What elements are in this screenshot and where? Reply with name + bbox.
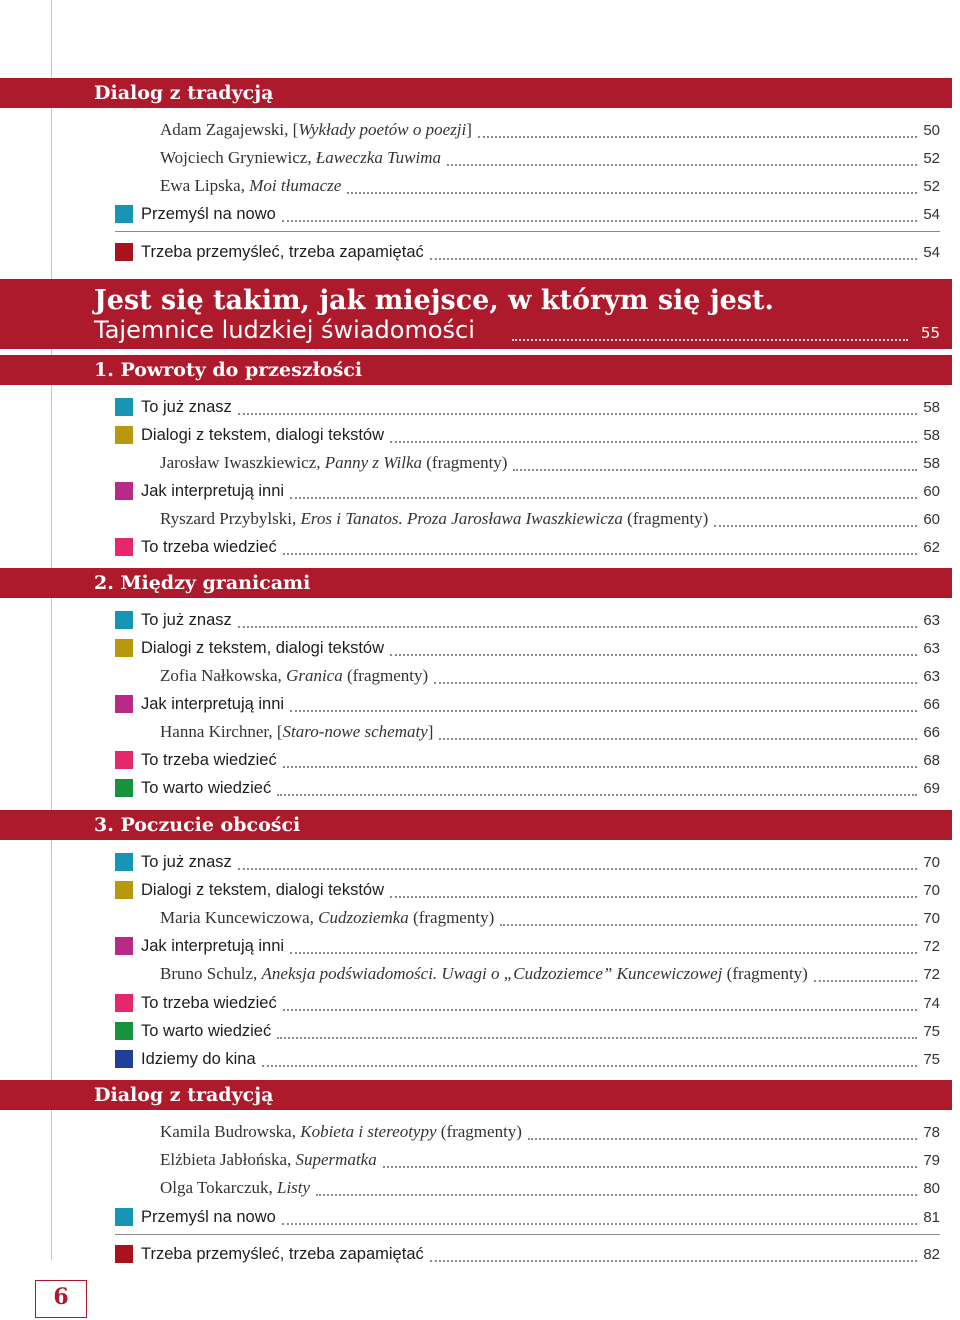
square-icon xyxy=(115,611,133,629)
exercise-label: To trzeba wiedzieć xyxy=(141,750,277,769)
square-icon xyxy=(115,994,133,1012)
exercise-label: To warto wiedzieć xyxy=(141,1021,272,1040)
toc-exercise[interactable] xyxy=(115,1242,940,1266)
exercise-label: Jak interpretują inni xyxy=(141,936,285,955)
page-number: 70 xyxy=(923,853,940,871)
leader-dots xyxy=(528,1124,917,1140)
entry-extra: (fragmenty) xyxy=(722,964,808,983)
toc-entry[interactable] xyxy=(160,664,940,688)
divider xyxy=(115,231,940,232)
exercise-label: To trzeba wiedzieć xyxy=(141,537,277,556)
page-number: 52 xyxy=(923,177,940,195)
page-number: 63 xyxy=(923,667,940,685)
exercise-label: To już znasz xyxy=(141,397,232,416)
entry-work: Staro-nowe schematy xyxy=(282,722,428,741)
section-title: Dialog z tradycją xyxy=(94,82,274,104)
entry-author: Kamila Budrowska, xyxy=(160,1122,301,1141)
entry-author: Adam Zagajewski, [ xyxy=(160,120,299,139)
page-number: 58 xyxy=(923,398,940,416)
leader-dots xyxy=(290,696,917,712)
entry-work: Supermatka xyxy=(295,1150,377,1169)
toc-entry[interactable] xyxy=(160,720,940,744)
entry-work: Panny z Wilka xyxy=(324,453,423,472)
page-number-label: 6 xyxy=(53,1284,69,1310)
square-icon xyxy=(115,243,133,261)
toc-exercise[interactable] xyxy=(115,991,940,1015)
exercise-label: Jak interpretują inni xyxy=(141,694,285,713)
leader-dots xyxy=(238,854,918,870)
page-number: 54 xyxy=(923,205,940,223)
leader-dots xyxy=(390,427,917,443)
square-icon xyxy=(115,1208,133,1226)
leader-dots xyxy=(814,966,917,982)
entry-work: Wykłady poetów o poezji xyxy=(298,120,467,139)
entry-work: Moi tłumacze xyxy=(249,176,342,195)
exercise-label: To już znasz xyxy=(141,610,232,629)
leader-dots xyxy=(430,244,918,260)
toc-exercise[interactable] xyxy=(115,240,940,264)
toc-entry[interactable] xyxy=(160,962,940,986)
section-title: Dialog z tradycją xyxy=(94,1084,274,1106)
toc-entry[interactable] xyxy=(160,146,940,170)
leader-dots xyxy=(390,882,917,898)
page-number: 62 xyxy=(923,538,940,556)
square-icon xyxy=(115,853,133,871)
entry-author: Zofia Nałkowska, xyxy=(160,666,287,685)
leader-dots xyxy=(439,724,917,740)
page-number: 72 xyxy=(923,965,940,983)
leader-dots xyxy=(434,668,917,684)
toc-entry[interactable] xyxy=(160,451,940,475)
page-number: 63 xyxy=(923,611,940,629)
leader-dots xyxy=(390,640,917,656)
toc-exercise[interactable] xyxy=(115,1205,940,1229)
page-number: 75 xyxy=(923,1022,940,1040)
exercise-label: Dialogi z tekstem, dialogi tekstów xyxy=(141,638,385,657)
toc-exercise[interactable] xyxy=(115,850,940,874)
toc-entry[interactable] xyxy=(160,1148,940,1172)
leader-dots xyxy=(430,1246,918,1262)
leader-dots xyxy=(283,752,918,768)
page-number: 80 xyxy=(923,1179,940,1197)
exercise-label: To warto wiedzieć xyxy=(141,778,272,797)
toc-entry[interactable] xyxy=(160,906,940,930)
page-number: 81 xyxy=(923,1208,940,1226)
entry-extra: (fragmenty) xyxy=(408,908,495,927)
entry-work: Ławeczka Tuwima xyxy=(315,148,441,167)
entry-extra: (fragmenty) xyxy=(436,1122,522,1141)
toc-exercise[interactable] xyxy=(115,748,940,772)
exercise-label: Jak interpretują inni xyxy=(141,481,285,500)
leader-dots xyxy=(262,1051,918,1067)
entry-author: Olga Tokarczuk, xyxy=(160,1178,277,1197)
square-icon xyxy=(115,751,133,769)
toc-exercise[interactable] xyxy=(115,479,940,503)
page-number: 60 xyxy=(923,510,940,528)
exercise-label: To trzeba wiedzieć xyxy=(141,993,277,1012)
leader-dots xyxy=(282,206,918,222)
section-title: 3. Poczucie obcości xyxy=(94,814,301,836)
section-band-2 xyxy=(0,568,952,598)
entry-author: Hanna Kirchner, [ xyxy=(160,722,283,741)
leader-dots xyxy=(277,1023,917,1039)
leader-dots xyxy=(447,150,917,166)
leader-dots xyxy=(512,329,908,341)
leader-dots xyxy=(500,910,917,926)
square-icon xyxy=(115,937,133,955)
leader-dots xyxy=(316,1180,917,1196)
leader-dots xyxy=(478,122,917,138)
entry-author: Maria Kuncewiczowa, xyxy=(160,908,319,927)
leader-dots xyxy=(714,511,917,527)
chapter-band[interactable] xyxy=(0,279,952,349)
entry-author: Ewa Lipska, xyxy=(160,176,250,195)
exercise-label: Trzeba przemyśleć, trzeba zapamiętać xyxy=(141,1244,424,1263)
exercise-label: To już znasz xyxy=(141,852,232,871)
leader-dots xyxy=(238,612,918,628)
toc-entry[interactable] xyxy=(160,507,940,531)
square-icon xyxy=(115,1245,133,1263)
leader-dots xyxy=(283,539,918,555)
toc-exercise[interactable] xyxy=(115,1019,940,1043)
page-number: 58 xyxy=(923,454,940,472)
entry-work: Listy xyxy=(276,1178,311,1197)
square-icon xyxy=(115,779,133,797)
section-title: 2. Między granicami xyxy=(94,572,311,594)
toc-exercise[interactable] xyxy=(115,202,940,226)
toc-exercise[interactable] xyxy=(115,395,940,419)
toc-entry[interactable] xyxy=(160,174,940,198)
toc-exercise[interactable] xyxy=(115,692,940,716)
page-number: 55 xyxy=(920,324,940,342)
page-number: 66 xyxy=(923,723,940,741)
chapter-subtitle: Tajemnice ludzkiej świadomości xyxy=(94,316,475,344)
page-number: 78 xyxy=(923,1123,940,1141)
page-number: 63 xyxy=(923,639,940,657)
leader-dots xyxy=(290,483,917,499)
page-number: 79 xyxy=(923,1151,940,1169)
toc-entry[interactable] xyxy=(160,1176,940,1200)
page-number: 72 xyxy=(923,937,940,955)
page-number-box xyxy=(35,1280,87,1318)
entry-author: Jarosław Iwaszkiewicz, xyxy=(160,453,325,472)
toc-exercise[interactable] xyxy=(115,423,940,447)
page-number: 50 xyxy=(923,121,940,139)
square-icon xyxy=(115,881,133,899)
entry-extra: ] xyxy=(427,722,434,741)
square-icon xyxy=(115,1050,133,1068)
divider xyxy=(115,1234,940,1235)
toc-exercise[interactable] xyxy=(115,1047,940,1071)
exercise-label: Przemyśl na nowo xyxy=(141,204,276,223)
entry-author: Bruno Schulz, xyxy=(160,964,262,983)
entry-work: Kobieta i stereotypy xyxy=(300,1122,437,1141)
square-icon xyxy=(115,205,133,223)
page-number: 69 xyxy=(923,779,940,797)
page-number: 70 xyxy=(923,909,940,927)
toc-entry[interactable] xyxy=(160,1120,940,1144)
entry-author: Elżbieta Jabłońska, xyxy=(160,1150,296,1169)
exercise-label: Przemyśl na nowo xyxy=(141,1207,276,1226)
square-icon xyxy=(115,1022,133,1040)
square-icon xyxy=(115,639,133,657)
square-icon xyxy=(115,398,133,416)
entry-extra: ] xyxy=(466,120,472,139)
exercise-label: Idziemy do kina xyxy=(141,1049,256,1068)
entry-author: Wojciech Gryniewicz, xyxy=(160,148,316,167)
entry-work: Granica xyxy=(286,666,343,685)
entry-extra: (fragmenty) xyxy=(622,509,709,528)
toc-exercise[interactable] xyxy=(115,636,940,660)
toc-exercise[interactable] xyxy=(115,776,940,800)
square-icon xyxy=(115,426,133,444)
entry-work: Eros i Tanatos. Proza Jarosława Iwaszkiewicza xyxy=(300,509,623,528)
leader-dots xyxy=(277,780,917,796)
leader-dots xyxy=(283,995,918,1011)
leader-dots xyxy=(383,1152,918,1168)
page-number: 74 xyxy=(923,994,940,1012)
page-number: 58 xyxy=(923,426,940,444)
section-title: 1. Powroty do przeszłości xyxy=(94,359,363,381)
toc-exercise[interactable] xyxy=(115,608,940,632)
page-number: 66 xyxy=(923,695,940,713)
toc-exercise[interactable] xyxy=(115,878,940,902)
section-band-1 xyxy=(0,355,952,385)
entry-work: Aneksja podświadomości. Uwagi o „Cudzoziemce” Kuncewiczowej xyxy=(261,964,723,983)
page-number: 68 xyxy=(923,751,940,769)
page-number: 70 xyxy=(923,881,940,899)
page-number: 54 xyxy=(923,243,940,261)
page-number: 60 xyxy=(923,482,940,500)
leader-dots xyxy=(290,938,917,954)
toc-entry[interactable] xyxy=(160,118,940,142)
page-number: 52 xyxy=(923,149,940,167)
exercise-label: Trzeba przemyśleć, trzeba zapamiętać xyxy=(141,242,424,261)
exercise-label: Dialogi z tekstem, dialogi tekstów xyxy=(141,425,385,444)
page-number: 75 xyxy=(923,1050,940,1068)
leader-dots xyxy=(282,1209,918,1225)
entry-extra: (fragmenty) xyxy=(342,666,429,685)
square-icon xyxy=(115,695,133,713)
margin-line xyxy=(51,0,52,1260)
exercise-label: Dialogi z tekstem, dialogi tekstów xyxy=(141,880,385,899)
section-band-dialog-2 xyxy=(0,1080,952,1110)
leader-dots xyxy=(513,455,917,471)
square-icon xyxy=(115,482,133,500)
leader-dots xyxy=(347,178,917,194)
section-band-3 xyxy=(0,810,952,840)
section-band-dialog-1 xyxy=(0,78,952,108)
chapter-title: Jest się takim, jak miejsce, w którym się jest. xyxy=(94,285,774,316)
entry-author: Ryszard Przybylski, xyxy=(160,509,301,528)
entry-extra: (fragmenty) xyxy=(422,453,508,472)
leader-dots xyxy=(238,399,918,415)
toc-exercise[interactable] xyxy=(115,934,940,958)
square-icon xyxy=(115,538,133,556)
toc-exercise[interactable] xyxy=(115,535,940,559)
entry-work: Cudzoziemka xyxy=(318,908,409,927)
page-number: 82 xyxy=(923,1245,940,1263)
